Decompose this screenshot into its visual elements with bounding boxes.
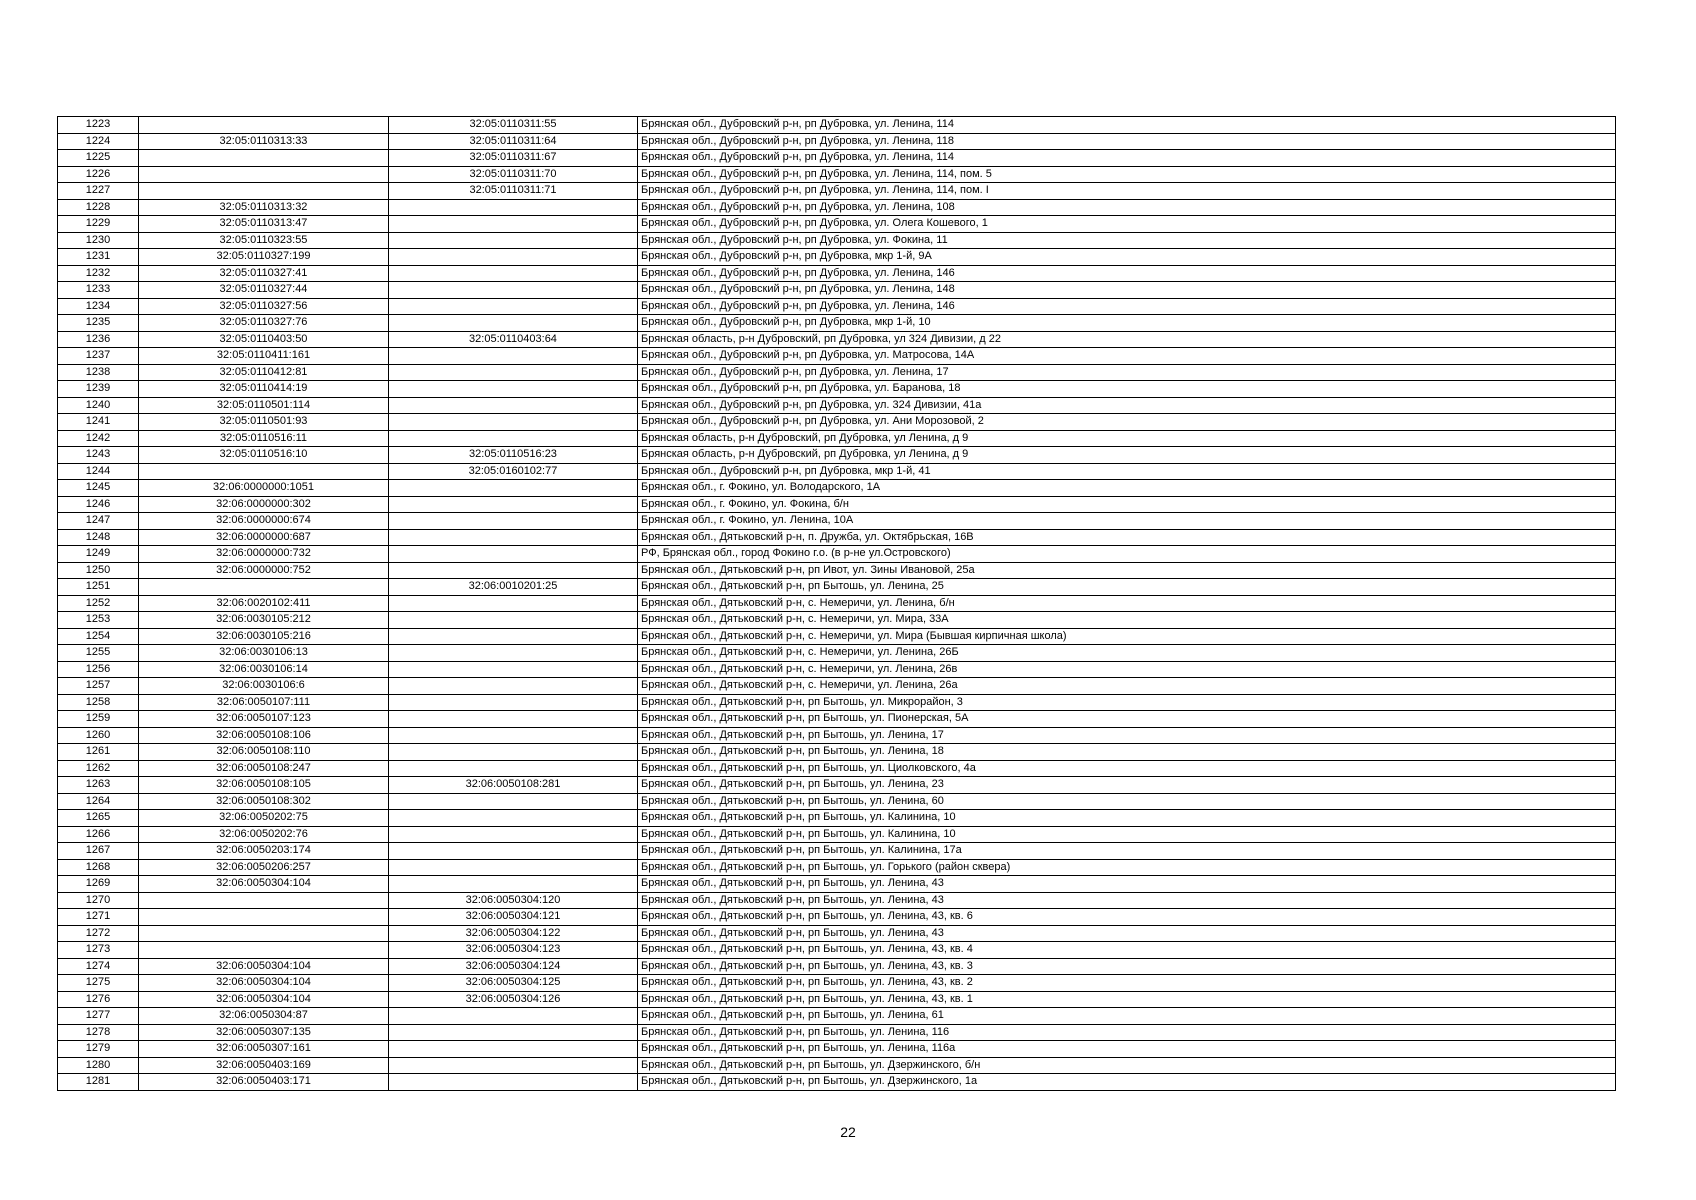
- address-cell: Брянская обл., Дубровский р-н, рп Дубровка, ул. Ани Морозовой, 2: [638, 414, 1616, 431]
- cadastral-number-a-cell: 32:05:0110516:11: [139, 430, 389, 447]
- table-row: [58, 909, 1616, 926]
- row-number-cell: 1232: [58, 265, 139, 282]
- address-cell: Брянская обл., Дятьковский р-н, рп Бытошь, ул. Ленина, 23: [638, 777, 1616, 794]
- address-cell: Брянская обл., Дубровский р-н, рп Дубровка, ул. Ленина, 17: [638, 364, 1616, 381]
- cadastral-number-a-cell: 32:06:0050307:135: [139, 1024, 389, 1041]
- row-number-cell: 1223: [58, 117, 139, 134]
- table-row: [58, 447, 1616, 464]
- row-number-cell: 1233: [58, 282, 139, 299]
- address-cell: Брянская обл., Дубровский р-н, рп Дубровка, ул. Ленина, 146: [638, 265, 1616, 282]
- row-number-cell: 1274: [58, 958, 139, 975]
- table-row: [58, 1008, 1616, 1025]
- table-row: [58, 331, 1616, 348]
- table-row: [58, 942, 1616, 959]
- address-cell: Брянская обл., г. Фокино, ул. Володарского, 1А: [638, 480, 1616, 497]
- table-row: [58, 216, 1616, 233]
- row-number-cell: 1224: [58, 133, 139, 150]
- row-number-cell: 1261: [58, 744, 139, 761]
- cadastral-number-a-cell: 32:05:0110313:32: [139, 199, 389, 216]
- row-number-cell: 1264: [58, 793, 139, 810]
- row-number-cell: 1254: [58, 628, 139, 645]
- cadastral-number-a-cell: 32:05:0110516:10: [139, 447, 389, 464]
- cadastral-number-a-cell: 32:06:0050107:123: [139, 711, 389, 728]
- table-row: [58, 348, 1616, 365]
- cadastral-number-b-cell: [389, 826, 638, 843]
- table-row: [58, 183, 1616, 200]
- cadastral-number-b-cell: [389, 414, 638, 431]
- cadastral-number-a-cell: 32:05:0110327:199: [139, 249, 389, 266]
- row-number-cell: 1270: [58, 892, 139, 909]
- table-row: [58, 579, 1616, 596]
- cadastral-number-a-cell: 32:06:0000000:687: [139, 529, 389, 546]
- row-number-cell: 1275: [58, 975, 139, 992]
- cadastral-number-b-cell: [389, 645, 638, 662]
- address-cell: Брянская обл., Дубровский р-н, рп Дубровка, ул. Ленина, 114, пом. I: [638, 183, 1616, 200]
- row-number-cell: 1277: [58, 1008, 139, 1025]
- cadastral-number-b-cell: [389, 529, 638, 546]
- address-cell: Брянская обл., Дятьковский р-н, рп Бытошь, ул. Калинина, 10: [638, 810, 1616, 827]
- row-number-cell: 1278: [58, 1024, 139, 1041]
- address-cell: Брянская обл., Дятьковский р-н, рп Бытошь, ул. Ленина, 43, кв. 6: [638, 909, 1616, 926]
- cadastral-number-a-cell: [139, 150, 389, 167]
- cadastral-number-a-cell: [139, 892, 389, 909]
- cadastral-number-a-cell: 32:05:0110412:81: [139, 364, 389, 381]
- table-row: [58, 397, 1616, 414]
- row-number-cell: 1279: [58, 1041, 139, 1058]
- address-cell: Брянская обл., Дубровский р-н, рп Дубровка, ул. 324 Дивизии, 41а: [638, 397, 1616, 414]
- row-number-cell: 1234: [58, 298, 139, 315]
- row-number-cell: 1263: [58, 777, 139, 794]
- table-row: [58, 463, 1616, 480]
- table-row: [58, 529, 1616, 546]
- cadastral-number-b-cell: [389, 744, 638, 761]
- cadastral-number-a-cell: [139, 925, 389, 942]
- address-cell: Брянская обл., Дятьковский р-н, рп Бытошь, ул. Ленина, 43, кв. 1: [638, 991, 1616, 1008]
- cadastral-number-a-cell: 32:05:0110313:47: [139, 216, 389, 233]
- table-row: [58, 711, 1616, 728]
- cadastral-number-a-cell: 32:05:0110501:93: [139, 414, 389, 431]
- address-cell: Брянская обл., Дятьковский р-н, рп Бытошь, ул. Пионерская, 5А: [638, 711, 1616, 728]
- row-number-cell: 1229: [58, 216, 139, 233]
- table-row: [58, 876, 1616, 893]
- address-cell: Брянская обл., Дубровский р-н, рп Дубровка, ул. Ленина, 118: [638, 133, 1616, 150]
- registry-table-body: [58, 117, 1616, 1091]
- address-cell: Брянская обл., Дубровский р-н, рп Дубровка, ул. Ленина, 108: [638, 199, 1616, 216]
- property-registry-table: [57, 116, 1616, 1091]
- table-row: [58, 727, 1616, 744]
- table-row: [58, 117, 1616, 134]
- address-cell: Брянская обл., Дятьковский р-н, рп Бытошь, ул. Ленина, 25: [638, 579, 1616, 596]
- cadastral-number-b-cell: [389, 876, 638, 893]
- row-number-cell: 1262: [58, 760, 139, 777]
- address-cell: Брянская обл., Дятьковский р-н, с. Немеричи, ул. Ленина, 26а: [638, 678, 1616, 695]
- address-cell: Брянская обл., Дятьковский р-н, рп Бытошь, ул. Дзержинского, 1а: [638, 1074, 1616, 1091]
- table-row: [58, 1041, 1616, 1058]
- address-cell: Брянская обл., Дятьковский р-н, рп Бытошь, ул. Микрорайон, 3: [638, 694, 1616, 711]
- row-number-cell: 1251: [58, 579, 139, 596]
- row-number-cell: 1226: [58, 166, 139, 183]
- address-cell: Брянская обл., Дятьковский р-н, с. Немеричи, ул. Мира, 33А: [638, 612, 1616, 629]
- address-cell: Брянская обл., Дятьковский р-н, с. Немеричи, ул. Ленина, 26Б: [638, 645, 1616, 662]
- table-row: [58, 133, 1616, 150]
- row-number-cell: 1273: [58, 942, 139, 959]
- address-cell: Брянская область, р-н Дубровский, рп Дубровка, ул Ленина, д 9: [638, 430, 1616, 447]
- table-row: [58, 1074, 1616, 1091]
- row-number-cell: 1265: [58, 810, 139, 827]
- address-cell: Брянская обл., Дятьковский р-н, с. Немеричи, ул. Ленина, 26в: [638, 661, 1616, 678]
- address-cell: Брянская обл., Дятьковский р-н, рп Бытошь, ул. Ленина, 60: [638, 793, 1616, 810]
- cadastral-number-a-cell: [139, 117, 389, 134]
- table-row: [58, 975, 1616, 992]
- address-cell: Брянская обл., Дубровский р-н, рп Дубровка, мкр 1-й, 41: [638, 463, 1616, 480]
- row-number-cell: 1249: [58, 546, 139, 563]
- table-row: [58, 661, 1616, 678]
- cadastral-number-b-cell: [389, 249, 638, 266]
- table-row: [58, 265, 1616, 282]
- cadastral-number-a-cell: 32:06:0050108:302: [139, 793, 389, 810]
- row-number-cell: 1248: [58, 529, 139, 546]
- cadastral-number-a-cell: 32:06:0050206:257: [139, 859, 389, 876]
- cadastral-number-b-cell: [389, 513, 638, 530]
- cadastral-number-b-cell: [389, 1057, 638, 1074]
- cadastral-number-b-cell: 32:06:0010201:25: [389, 579, 638, 596]
- table-row: [58, 595, 1616, 612]
- address-cell: Брянская обл., Дятьковский р-н, рп Бытошь, ул. Ленина, 116: [638, 1024, 1616, 1041]
- address-cell: Брянская обл., Дубровский р-н, рп Дубровка, ул. Матросова, 14А: [638, 348, 1616, 365]
- cadastral-number-b-cell: [389, 381, 638, 398]
- row-number-cell: 1228: [58, 199, 139, 216]
- cadastral-number-a-cell: 32:06:0050108:247: [139, 760, 389, 777]
- row-number-cell: 1257: [58, 678, 139, 695]
- address-cell: Брянская обл., Дубровский р-н, рп Дубровка, мкр 1-й, 9А: [638, 249, 1616, 266]
- table-row: [58, 166, 1616, 183]
- row-number-cell: 1269: [58, 876, 139, 893]
- table-row: [58, 150, 1616, 167]
- address-cell: Брянская обл., Дятьковский р-н, рп Ивот, ул. Зины Ивановой, 25а: [638, 562, 1616, 579]
- address-cell: Брянская обл., Дубровский р-н, рп Дубровка, ул. Ленина, 114: [638, 117, 1616, 134]
- cadastral-number-a-cell: [139, 942, 389, 959]
- table-row: [58, 793, 1616, 810]
- cadastral-number-a-cell: [139, 166, 389, 183]
- table-row: [58, 694, 1616, 711]
- row-number-cell: 1267: [58, 843, 139, 860]
- cadastral-number-b-cell: 32:05:0160102:77: [389, 463, 638, 480]
- cadastral-number-a-cell: 32:06:0050304:87: [139, 1008, 389, 1025]
- table-row: [58, 612, 1616, 629]
- cadastral-number-b-cell: [389, 397, 638, 414]
- cadastral-number-b-cell: [389, 711, 638, 728]
- cadastral-number-a-cell: 32:06:0050403:169: [139, 1057, 389, 1074]
- cadastral-number-a-cell: 32:05:0110327:56: [139, 298, 389, 315]
- cadastral-number-a-cell: 32:05:0110323:55: [139, 232, 389, 249]
- cadastral-number-b-cell: [389, 546, 638, 563]
- cadastral-number-a-cell: 32:06:0030106:6: [139, 678, 389, 695]
- cadastral-number-a-cell: 32:06:0030105:216: [139, 628, 389, 645]
- cadastral-number-a-cell: 32:05:0110411:161: [139, 348, 389, 365]
- row-number-cell: 1258: [58, 694, 139, 711]
- row-number-cell: 1237: [58, 348, 139, 365]
- cadastral-number-b-cell: [389, 727, 638, 744]
- row-number-cell: 1240: [58, 397, 139, 414]
- cadastral-number-a-cell: 32:05:0110403:50: [139, 331, 389, 348]
- address-cell: Брянская обл., Дятьковский р-н, с. Немеричи, ул. Ленина, б/н: [638, 595, 1616, 612]
- table-row: [58, 859, 1616, 876]
- row-number-cell: 1227: [58, 183, 139, 200]
- cadastral-number-a-cell: 32:06:0030106:13: [139, 645, 389, 662]
- row-number-cell: 1231: [58, 249, 139, 266]
- cadastral-number-a-cell: 32:05:0110327:76: [139, 315, 389, 332]
- cadastral-number-b-cell: [389, 843, 638, 860]
- cadastral-number-a-cell: 32:06:0050307:161: [139, 1041, 389, 1058]
- cadastral-number-a-cell: 32:06:0050403:171: [139, 1074, 389, 1091]
- row-number-cell: 1238: [58, 364, 139, 381]
- cadastral-number-b-cell: 32:05:0110311:70: [389, 166, 638, 183]
- cadastral-number-b-cell: 32:05:0110516:23: [389, 447, 638, 464]
- table-row: [58, 777, 1616, 794]
- cadastral-number-a-cell: 32:06:0030106:14: [139, 661, 389, 678]
- cadastral-number-b-cell: 32:06:0050304:122: [389, 925, 638, 942]
- cadastral-number-b-cell: 32:05:0110311:55: [389, 117, 638, 134]
- cadastral-number-b-cell: 32:06:0050304:125: [389, 975, 638, 992]
- address-cell: Брянская обл., Дятьковский р-н, рп Бытошь, ул. Ленина, 116а: [638, 1041, 1616, 1058]
- cadastral-number-a-cell: 32:06:0000000:752: [139, 562, 389, 579]
- table-row: [58, 678, 1616, 695]
- row-number-cell: 1259: [58, 711, 139, 728]
- table-row: [58, 430, 1616, 447]
- table-row: [58, 628, 1616, 645]
- table-row: [58, 760, 1616, 777]
- cadastral-number-a-cell: 32:06:0050203:174: [139, 843, 389, 860]
- address-cell: Брянская обл., Дятьковский р-н, рп Бытошь, ул. Ленина, 43: [638, 892, 1616, 909]
- row-number-cell: 1242: [58, 430, 139, 447]
- table-row: [58, 991, 1616, 1008]
- cadastral-number-a-cell: 32:06:0050108:110: [139, 744, 389, 761]
- table-row: [58, 1024, 1616, 1041]
- table-row: [58, 925, 1616, 942]
- table-row: [58, 496, 1616, 513]
- cadastral-number-a-cell: [139, 909, 389, 926]
- address-cell: Брянская обл., Дятьковский р-н, рп Бытошь, ул. Дзержинского, б/н: [638, 1057, 1616, 1074]
- cadastral-number-b-cell: [389, 232, 638, 249]
- address-cell: Брянская обл., Дятьковский р-н, с. Немеричи, ул. Мира (Бывшая кирпичная школа): [638, 628, 1616, 645]
- cadastral-number-b-cell: 32:06:0050304:126: [389, 991, 638, 1008]
- cadastral-number-b-cell: [389, 480, 638, 497]
- row-number-cell: 1281: [58, 1074, 139, 1091]
- cadastral-number-b-cell: 32:06:0050304:123: [389, 942, 638, 959]
- address-cell: Брянская обл., Дятьковский р-н, рп Бытошь, ул. Ленина, 43: [638, 925, 1616, 942]
- cadastral-number-a-cell: 32:06:0020102:411: [139, 595, 389, 612]
- cadastral-number-b-cell: [389, 1008, 638, 1025]
- cadastral-number-b-cell: 32:06:0050108:281: [389, 777, 638, 794]
- row-number-cell: 1245: [58, 480, 139, 497]
- table-row: [58, 249, 1616, 266]
- cadastral-number-b-cell: [389, 430, 638, 447]
- cadastral-number-a-cell: 32:06:0000000:674: [139, 513, 389, 530]
- table-row: [58, 546, 1616, 563]
- cadastral-number-b-cell: 32:05:0110311:71: [389, 183, 638, 200]
- cadastral-number-a-cell: [139, 183, 389, 200]
- address-cell: Брянская обл., Дубровский р-н, рп Дубровка, ул. Ленина, 114, пом. 5: [638, 166, 1616, 183]
- address-cell: Брянская область, р-н Дубровский, рп Дубровка, ул 324 Дивизии, д 22: [638, 331, 1616, 348]
- table-row: [58, 298, 1616, 315]
- cadastral-number-b-cell: [389, 694, 638, 711]
- address-cell: Брянская обл., г. Фокино, ул. Ленина, 10А: [638, 513, 1616, 530]
- row-number-cell: 1268: [58, 859, 139, 876]
- table-row: [58, 892, 1616, 909]
- table-row: [58, 810, 1616, 827]
- address-cell: Брянская обл., Дятьковский р-н, рп Бытошь, ул. Горького (район сквера): [638, 859, 1616, 876]
- cadastral-number-b-cell: [389, 1024, 638, 1041]
- row-number-cell: 1276: [58, 991, 139, 1008]
- row-number-cell: 1241: [58, 414, 139, 431]
- cadastral-number-b-cell: [389, 199, 638, 216]
- cadastral-number-a-cell: [139, 463, 389, 480]
- row-number-cell: 1230: [58, 232, 139, 249]
- address-cell: Брянская обл., Дятьковский р-н, рп Бытошь, ул. Калинина, 10: [638, 826, 1616, 843]
- address-cell: Брянская обл., Дубровский р-н, рп Дубровка, мкр 1-й, 10: [638, 315, 1616, 332]
- cadastral-number-a-cell: 32:06:0050107:111: [139, 694, 389, 711]
- cadastral-number-b-cell: [389, 793, 638, 810]
- cadastral-number-b-cell: [389, 1074, 638, 1091]
- row-number-cell: 1280: [58, 1057, 139, 1074]
- address-cell: Брянская обл., Дубровский р-н, рп Дубровка, ул. Ленина, 114: [638, 150, 1616, 167]
- cadastral-number-b-cell: [389, 810, 638, 827]
- cadastral-number-a-cell: 32:06:0050304:104: [139, 876, 389, 893]
- cadastral-number-b-cell: [389, 496, 638, 513]
- table-row: [58, 364, 1616, 381]
- page-number: 22: [840, 1124, 856, 1140]
- address-cell: Брянская обл., Дубровский р-н, рп Дубровка, ул. Фокина, 11: [638, 232, 1616, 249]
- cadastral-number-a-cell: 32:05:0110501:114: [139, 397, 389, 414]
- row-number-cell: 1260: [58, 727, 139, 744]
- address-cell: Брянская обл., Дубровский р-н, рп Дубровка, ул. Олега Кошевого, 1: [638, 216, 1616, 233]
- row-number-cell: 1236: [58, 331, 139, 348]
- address-cell: Брянская обл., Дятьковский р-н, рп Бытошь, ул. Ленина, 43, кв. 2: [638, 975, 1616, 992]
- cadastral-number-a-cell: 32:05:0110414:19: [139, 381, 389, 398]
- cadastral-number-b-cell: [389, 315, 638, 332]
- address-cell: Брянская обл., Дятьковский р-н, рп Бытошь, ул. Калинина, 17а: [638, 843, 1616, 860]
- cadastral-number-a-cell: 32:05:0110327:41: [139, 265, 389, 282]
- table-row: [58, 480, 1616, 497]
- address-cell: Брянская обл., Дятьковский р-н, рп Бытошь, ул. Ленина, 43: [638, 876, 1616, 893]
- row-number-cell: 1272: [58, 925, 139, 942]
- cadastral-number-b-cell: [389, 612, 638, 629]
- row-number-cell: 1235: [58, 315, 139, 332]
- cadastral-number-b-cell: [389, 595, 638, 612]
- table-row: [58, 562, 1616, 579]
- table-row: [58, 826, 1616, 843]
- table-row: [58, 1057, 1616, 1074]
- table-row: [58, 232, 1616, 249]
- address-cell: Брянская область, р-н Дубровский, рп Дубровка, ул Ленина, д 9: [638, 447, 1616, 464]
- address-cell: Брянская обл., Дятьковский р-н, рп Бытошь, ул. Ленина, 61: [638, 1008, 1616, 1025]
- address-cell: Брянская обл., Дубровский р-н, рп Дубровка, ул. Ленина, 146: [638, 298, 1616, 315]
- table-row: [58, 315, 1616, 332]
- cadastral-number-b-cell: [389, 298, 638, 315]
- table-row: [58, 513, 1616, 530]
- address-cell: Брянская обл., Дятьковский р-н, рп Бытошь, ул. Циолковского, 4а: [638, 760, 1616, 777]
- cadastral-number-b-cell: 32:05:0110403:64: [389, 331, 638, 348]
- cadastral-number-b-cell: 32:05:0110311:64: [389, 133, 638, 150]
- cadastral-number-a-cell: 32:06:0030105:212: [139, 612, 389, 629]
- cadastral-number-a-cell: 32:06:0050108:106: [139, 727, 389, 744]
- cadastral-number-a-cell: 32:06:0000000:302: [139, 496, 389, 513]
- row-number-cell: 1250: [58, 562, 139, 579]
- cadastral-number-b-cell: 32:06:0050304:120: [389, 892, 638, 909]
- address-cell: Брянская обл., Дятьковский р-н, рп Бытошь, ул. Ленина, 43, кв. 4: [638, 942, 1616, 959]
- row-number-cell: 1253: [58, 612, 139, 629]
- cadastral-number-b-cell: [389, 1041, 638, 1058]
- cadastral-number-b-cell: 32:06:0050304:124: [389, 958, 638, 975]
- table-row: [58, 958, 1616, 975]
- cadastral-number-b-cell: [389, 661, 638, 678]
- cadastral-number-b-cell: [389, 282, 638, 299]
- cadastral-number-a-cell: 32:06:0050304:104: [139, 958, 389, 975]
- table-row: [58, 381, 1616, 398]
- row-number-cell: 1252: [58, 595, 139, 612]
- address-cell: Брянская обл., Дятьковский р-н, рп Бытошь, ул. Ленина, 18: [638, 744, 1616, 761]
- address-cell: Брянская обл., Дубровский р-н, рп Дубровка, ул. Баранова, 18: [638, 381, 1616, 398]
- cadastral-number-a-cell: 32:06:0050108:105: [139, 777, 389, 794]
- row-number-cell: 1246: [58, 496, 139, 513]
- cadastral-number-a-cell: 32:06:0000000:1051: [139, 480, 389, 497]
- address-cell: РФ, Брянская обл., город Фокино г.о. (в р-не ул.Островского): [638, 546, 1616, 563]
- cadastral-number-a-cell: 32:06:0050304:104: [139, 975, 389, 992]
- address-cell: Брянская обл., Дятьковский р-н, рп Бытошь, ул. Ленина, 17: [638, 727, 1616, 744]
- cadastral-number-b-cell: 32:06:0050304:121: [389, 909, 638, 926]
- cadastral-number-b-cell: [389, 859, 638, 876]
- table-row: [58, 414, 1616, 431]
- cadastral-number-a-cell: 32:06:0050202:75: [139, 810, 389, 827]
- cadastral-number-b-cell: [389, 348, 638, 365]
- address-cell: Брянская обл., Дятьковский р-н, п. Дружба, ул. Октябрьская, 16В: [638, 529, 1616, 546]
- cadastral-number-b-cell: [389, 364, 638, 381]
- table-row: [58, 645, 1616, 662]
- table-row: [58, 199, 1616, 216]
- cadastral-number-a-cell: 32:06:0000000:732: [139, 546, 389, 563]
- row-number-cell: 1225: [58, 150, 139, 167]
- row-number-cell: 1244: [58, 463, 139, 480]
- cadastral-number-b-cell: [389, 678, 638, 695]
- cadastral-number-b-cell: 32:05:0110311:67: [389, 150, 638, 167]
- cadastral-number-b-cell: [389, 216, 638, 233]
- table-row: [58, 744, 1616, 761]
- cadastral-number-b-cell: [389, 628, 638, 645]
- row-number-cell: 1266: [58, 826, 139, 843]
- cadastral-number-a-cell: [139, 579, 389, 596]
- cadastral-number-b-cell: [389, 562, 638, 579]
- row-number-cell: 1255: [58, 645, 139, 662]
- table-row: [58, 282, 1616, 299]
- cadastral-number-b-cell: [389, 760, 638, 777]
- row-number-cell: 1256: [58, 661, 139, 678]
- row-number-cell: 1271: [58, 909, 139, 926]
- cadastral-number-b-cell: [389, 265, 638, 282]
- cadastral-number-a-cell: 32:06:0050202:76: [139, 826, 389, 843]
- address-cell: Брянская обл., г. Фокино, ул. Фокина, б/н: [638, 496, 1616, 513]
- row-number-cell: 1243: [58, 447, 139, 464]
- cadastral-number-a-cell: 32:05:0110327:44: [139, 282, 389, 299]
- table-row: [58, 843, 1616, 860]
- row-number-cell: 1247: [58, 513, 139, 530]
- cadastral-number-a-cell: 32:05:0110313:33: [139, 133, 389, 150]
- address-cell: Брянская обл., Дятьковский р-н, рп Бытошь, ул. Ленина, 43, кв. 3: [638, 958, 1616, 975]
- row-number-cell: 1239: [58, 381, 139, 398]
- cadastral-number-a-cell: 32:06:0050304:104: [139, 991, 389, 1008]
- address-cell: Брянская обл., Дубровский р-н, рп Дубровка, ул. Ленина, 148: [638, 282, 1616, 299]
